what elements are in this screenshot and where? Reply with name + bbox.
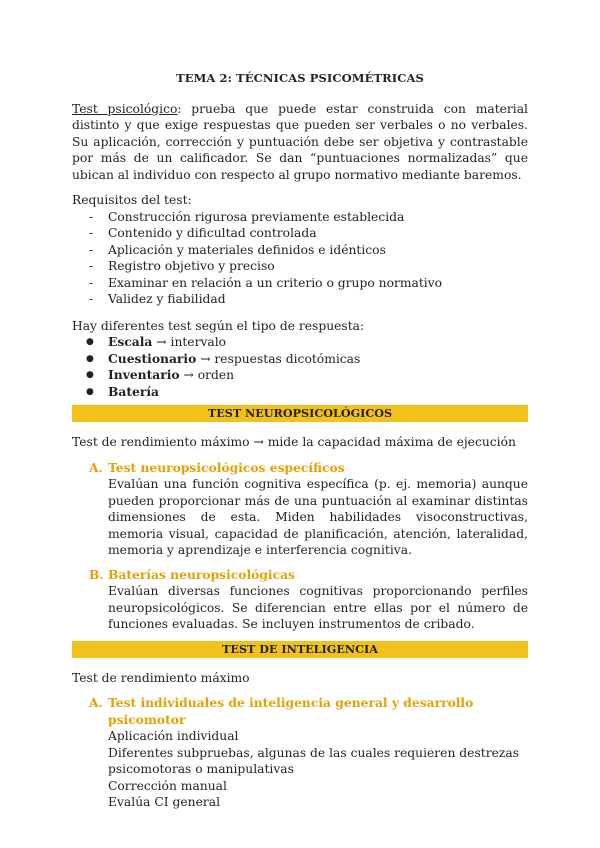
tipo-term: Batería xyxy=(108,383,159,399)
section-title: Test neuropsicológicos específicos xyxy=(108,459,345,475)
page-title: TEMA 2: TÉCNICAS PSICOMÉTRICAS xyxy=(176,71,424,85)
inteligencia-section-a xyxy=(72,695,528,811)
requisitos-list xyxy=(72,209,528,308)
tipo-desc: → orden xyxy=(179,368,235,382)
list-item xyxy=(72,367,528,384)
requisitos-heading: Requisitos del test: xyxy=(72,193,192,207)
tipo-term: Escala xyxy=(108,334,153,349)
section-line: Aplicación individual xyxy=(108,729,239,743)
intro-term: Test psicológico xyxy=(72,101,178,116)
intro-paragraph xyxy=(72,101,528,184)
section-letter: B. xyxy=(89,566,104,582)
document-page xyxy=(72,70,528,819)
section-band-inteligencia: TEST DE INTELIGENCIA xyxy=(72,641,528,658)
tipo-desc: → intervalo xyxy=(152,335,227,349)
section-band-neuro: TEST NEUROPSICOLÓGICOS xyxy=(72,405,528,422)
section-letter: A. xyxy=(89,459,103,475)
list-item xyxy=(72,334,528,351)
tipos-heading: Hay diferentes test según el tipo de respuesta: xyxy=(72,318,365,333)
list-item: - Aplicación y materiales definidos e idénticos xyxy=(72,242,528,259)
inteligencia-lead: Test de rendimiento máximo xyxy=(72,670,250,685)
list-item: - Validez y fiabilidad xyxy=(72,291,528,308)
neuro-section-a xyxy=(72,460,528,559)
list-item: - Construcción rigurosa previamente establecida xyxy=(72,209,528,226)
list-item xyxy=(72,351,528,368)
section-body: Evalúan una función cognitiva específica (p. ej. memoria) aunque pueden proporcionar más de una puntuación al examinar distintas dimensiones de esta. Miden habilidades visoconstructivas, memoria visual, capacidad de planificación, atención, lateralidad, memoria y aprendizaje e interferencia cognitiva. xyxy=(108,477,528,557)
tipos-list xyxy=(72,334,528,400)
section-line: Diferentes subpruebas, algunas de las cuales requieren destrezas psicomotoras o manipulativas xyxy=(108,745,519,776)
section-title: Test individuales de inteligencia general y desarrollo psicomotor xyxy=(108,695,474,727)
section-letter: A. xyxy=(89,695,103,710)
section-line: Evalúa CI general xyxy=(108,795,221,809)
section-body: Evalúan diversas funciones cognitivas proporcionando perfiles neuropsicológicos. Se diferencian entre ellas por el número de funciones evaluadas. Se incluyen instrumentos de cribado. xyxy=(108,584,528,631)
section-line: Corrección manual xyxy=(108,778,227,793)
intro-text: : prueba que puede estar construida con material distinto y que exige respuestas que pueden ser verbales o no verbales. Su aplicación, corrección y puntuación debe ser objetiva y contrastable por más de un calificador. Se dan “puntuaciones normalizadas” que ubican al individuo con respecto al grupo normativo mediante baremos. xyxy=(72,101,528,182)
neuro-lead: Test de rendimiento máximo → mide la capacidad máxima de ejecución xyxy=(72,435,516,449)
list-item: - Examinar en relación a un criterio o grupo normativo xyxy=(72,275,528,292)
list-item: - Contenido y dificultad controlada xyxy=(72,225,528,242)
tipo-desc: → respuestas dicotómicas xyxy=(196,351,361,366)
tipo-term: Cuestionario xyxy=(108,350,197,366)
neuro-section-b xyxy=(72,567,528,633)
tipo-term: Inventario xyxy=(108,367,180,382)
section-title: Baterías neuropsicológicas xyxy=(108,566,295,582)
list-item xyxy=(72,384,528,401)
list-item: - Registro objetivo y preciso xyxy=(72,258,528,275)
